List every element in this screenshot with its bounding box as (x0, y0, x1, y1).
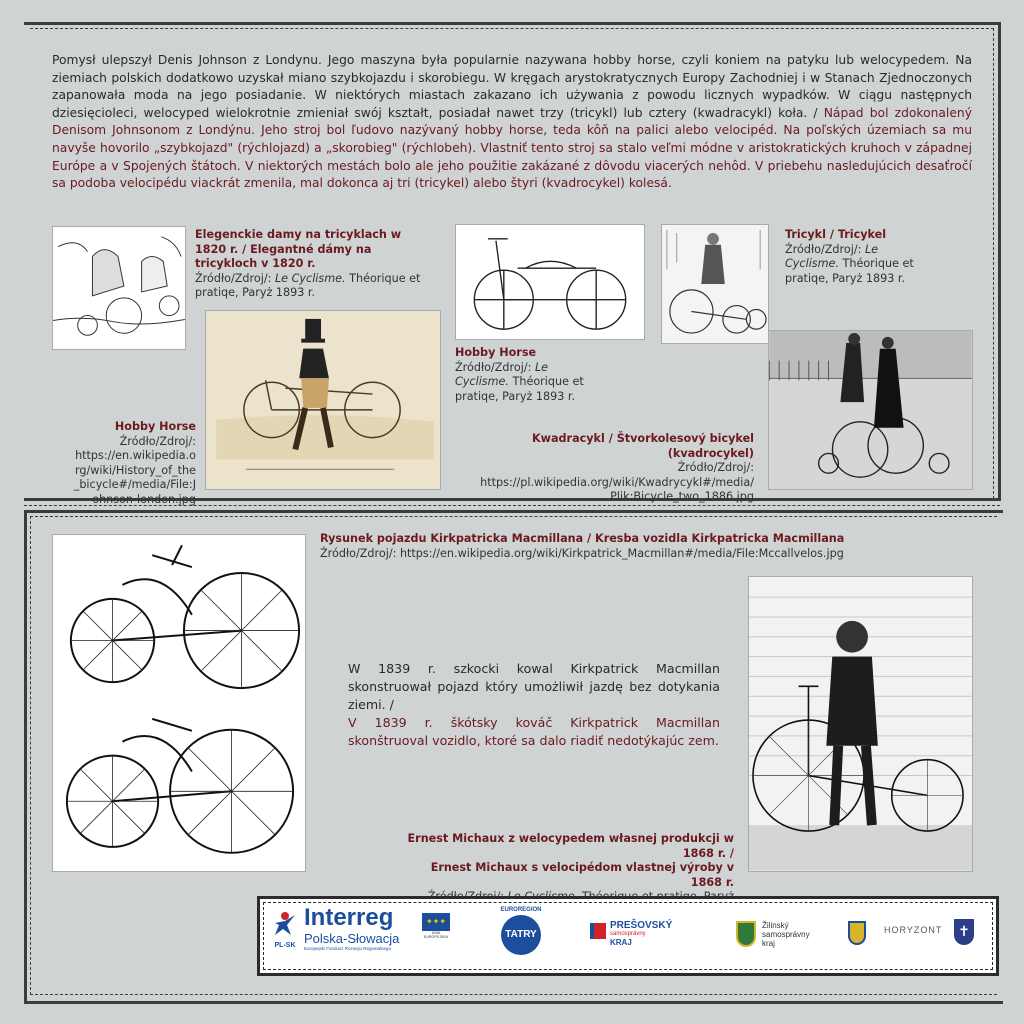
tatry-circle-icon (501, 915, 541, 955)
zilina-label-2: samosprávny (762, 930, 810, 939)
interreg-small: Europejski Fundusz Rozwoju Regionalnego (304, 946, 392, 951)
tatry-label: TATRY (505, 929, 537, 940)
plsk-label: PL-SK (274, 942, 296, 949)
macmillan-caption-source: Źródło/Zdroj/: https://en.wikipedia.org/wiki/Kirkpatrick_Macmillan#/media/File:Mccallvelos.jpg (320, 546, 844, 560)
ladies-caption-source: Źródło/Zdroj/: Le Cyclisme. Théorique et pratiqe, Paryż 1893 r. (195, 271, 421, 300)
macmillan-text (348, 660, 720, 750)
hobby-left-caption-title: Hobby Horse (114, 420, 196, 433)
hobby-left-caption-url: https://en.wikipedia.org/wiki/History_of_the_bicycle#/media/File:Johnson-london.jpg (73, 449, 196, 506)
horyzont-label: HORYZONT (884, 925, 943, 935)
intro-text (52, 52, 972, 193)
quad-caption-source-label: Źródło/Zdroj/: (677, 461, 754, 475)
euroregion-tatry-logo (496, 907, 546, 965)
ladies-tricycle-illustration (52, 226, 186, 350)
macmillan-text-pl: W 1839 r. szkocki kowal Kirkpatrick Macmillan skonstruował pojazd który umożliwił jazdę bez dotykania ziemi. / (348, 661, 720, 712)
hobby-mid-caption-source: Źródło/Zdroj/: Le Cyclisme. Théorique et pratiqe, Paryż 1893 r. (455, 360, 584, 403)
quad-caption-title: Kwadracykl / Štvorkolesový bicykel (kvadrocykel) (531, 432, 754, 460)
hobby-left-caption (72, 420, 196, 508)
presov-label-3: KRAJ (610, 938, 632, 947)
euroregion-label: EUROREGION (500, 907, 542, 913)
macmillan-caption-title: Rysunek pojazdu Kirkpatricka Macmillana / Kresba vozidla Kirkpatricka Macmillana (320, 532, 845, 545)
quadricycle-photo (768, 330, 973, 490)
hobby-left-caption-source-label: Źródło/Zdroj/: (119, 434, 196, 448)
zilina-label-1: Žilinský (762, 921, 789, 930)
macmillan-text-sk: V 1839 r. škótsky kováč Kirkpatrick Macmillan skonštruoval vozidlo, ktoré sa dalo riadiť nedotýkajúc zem. (348, 715, 720, 748)
ladies-caption (195, 228, 430, 301)
quad-caption-url: https://pl.wikipedia.org/wiki/Kwadrycykl#/media/Plik:Bicycle_two_1886.jpg (480, 475, 754, 504)
tricycle-illustration (661, 224, 769, 344)
eu-label: UNIA EUROPEJSKA (423, 931, 449, 939)
tricycle-caption (785, 228, 935, 286)
ladies-caption-title: Elegenckie damy na tricyklach w 1820 r. / Elegantné dámy na tricykloch v 1820 r. (195, 228, 402, 271)
macmillan-drawing (52, 534, 306, 872)
quad-caption (478, 432, 754, 505)
intro-text-sk: Nápad bol zdokonalený Denisom Johnsonom z Londýnu. Jeho stroj bol ľudovo nazývaný hobby horse, teda kôň na palici alebo velocipéd. Na poľských územiach sa mu navyše hovorilo „szybkojazd" (rýchlojazd) a „skorobieg" (rýchlobeh). Vlastniť tento stroj sa stalo veľmi módne v aristokratických kruhoch v západnej Európe a v Spojených štátoch. V niektorých mestách bolo ale jeho použitie zakázané z dôvodu viacerých nehôd. V priebehu nasledujúcich desaťročí sa podoba velocipédu viackrát zmenila, mal dokonca aj tri (tricykel) alebo štyri (kvadrocykel) kolesá. (52, 105, 972, 191)
zilina-crest-icon (736, 921, 756, 947)
interreg-subtitle: Polska-Słowacja (304, 931, 400, 946)
michaux-caption-title-pl: Ernest Michaux z welocypedem własnej produkcji w 1868 r. / (407, 832, 734, 860)
horyzont-logo (884, 925, 943, 935)
eu-flag-icon: ✦✦✦ (422, 913, 450, 931)
hobby-horse-johnson-print (205, 310, 441, 490)
hobby-mid-caption (455, 346, 605, 404)
presov-label-1: PREŠOVSKÝ (610, 920, 673, 931)
tricycle-caption-source: Źródło/Zdroj/: Le Cyclisme. Théorique et pratiqe, Paryż 1893 r. (785, 242, 914, 285)
presov-label-2: samosprávny (610, 931, 646, 937)
zilina-kraj-logo (736, 921, 816, 948)
interreg-logo (304, 905, 424, 951)
interreg-title: Interreg (304, 904, 394, 931)
plsk-figure-icon (272, 911, 298, 937)
intro-text-pl: Pomysł ulepszył Denis Johnson z Londynu. Jego maszyna była popularnie nazywana hobby horse, czyli koniem na patyku lub welocypedem. Na ziemiach polskich dodatkowo uzyskał miano szybkojazdu i skorobiegu. W kręgach arystokratycznych Europy Zachodniej i w Stanach Zjednoczonych zapanowała moda na jego posiadanie. W niektórych miastach zakazano ich używania z powodu licznych wypadków. W ciągu następnych dziesięcioleci, welocyped wielokrotnie zmieniał swój kształt, posiadał nawet trzy (tricykl) lub cztery (kwadracykl) koła. / (52, 53, 972, 120)
presov-kraj-logo (590, 921, 690, 947)
michaux-caption-title-sk: Ernest Michaux s velocipédom vlastnej výroby v 1868 r. (430, 861, 734, 889)
presov-flag-icon (590, 923, 606, 939)
macmillan-caption (320, 532, 940, 561)
plsk-logo (272, 911, 298, 949)
zilina-label-3: kraj (762, 939, 775, 948)
tricycle-caption-title: Tricykl / Tricykel (785, 228, 887, 241)
partner-logos-bar (257, 896, 999, 976)
hobby-mid-caption-title: Hobby Horse (455, 346, 537, 359)
eu-flag-logo (422, 913, 450, 939)
municipal-crest-logo (848, 921, 866, 945)
church-crest-logo: ✝ (954, 919, 974, 945)
michaux-engraving (748, 576, 973, 872)
hobby-horse-drawing (455, 224, 645, 340)
